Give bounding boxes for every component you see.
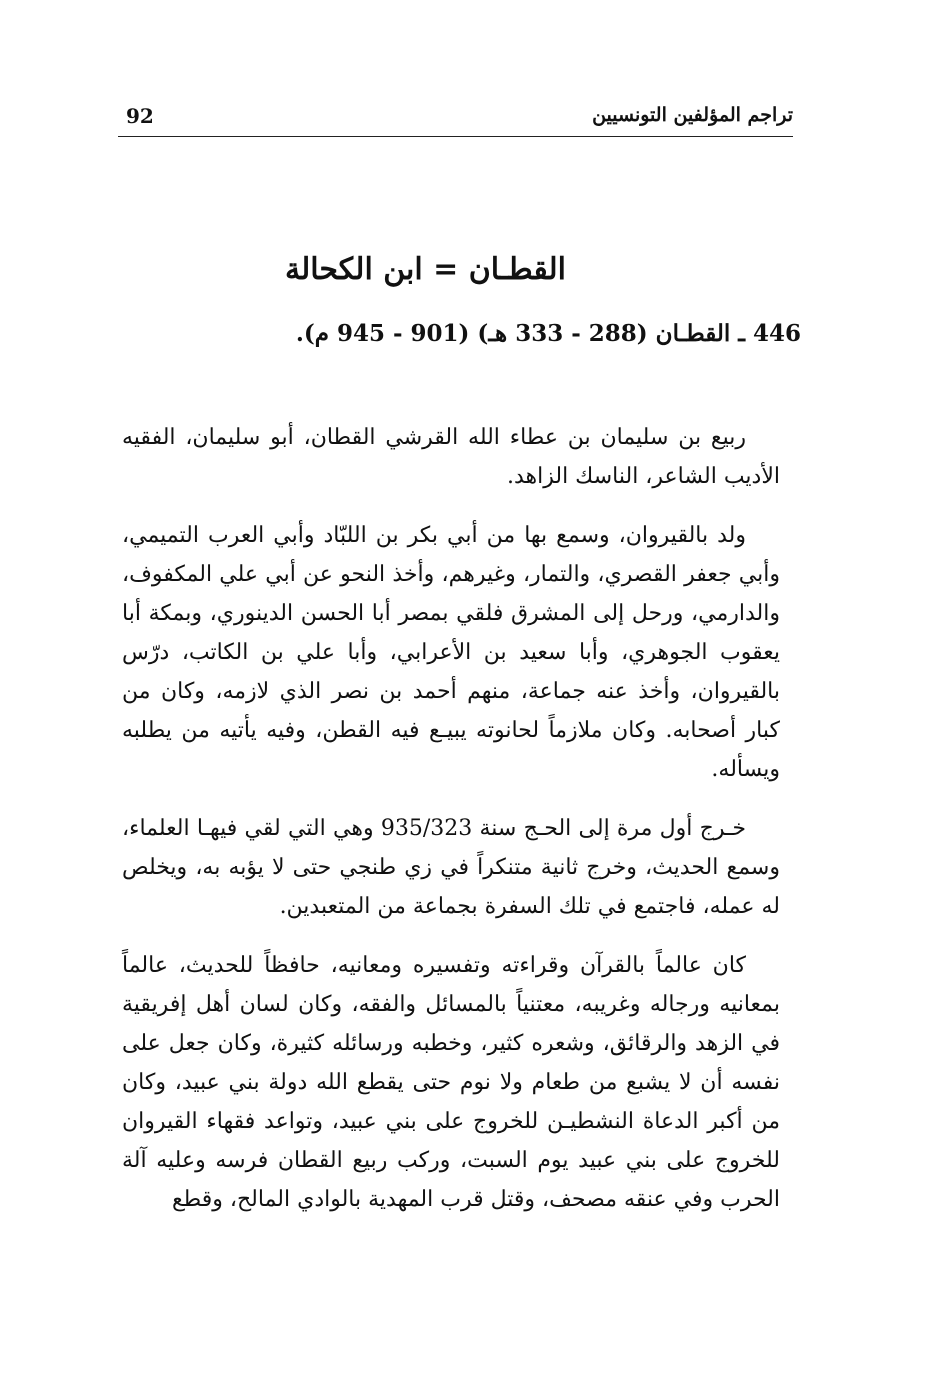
running-title: تراجم المؤلفين التونسيين [592,104,793,126]
running-header [118,100,793,137]
paragraph: ربيع بن سليمان بن عطاء الله القرشي القطان، أبو سليمان، الفقيه الأديب الشاعر، الناسك الزاهد. [122,425,780,489]
paragraph: ولد بالقيروان، وسمع بها من أبي بكر بن اللبّاد وأبي العرب التميمي، وأبي جعفر القصري، والتمار، وغيرهم، وأخذ النحو عن أبي علي المكفوف، والدارمي، ورحل إلى المشرق فلقي بمصر أبا الحسن الدينوري، وبمكة أبا يعقوب الجوهري، وأبا سعيد بن الأعرابي، وأبا علي بن الكاتب، درّس بالقيروان، وأخذ عنه جماعة، منهم أحمد بن نصر الذي لازمه، وكان من كبار أصحابه. وكان ملازماً لحانوته يبيـع فيه القطن، وفيه يأتيه من يطلبه ويسأله. [122,523,780,782]
paragraph: كان عالماً بالقرآن وقراءته وتفسيره ومعانيه، حافظاً للحديث، عالماً بمعانيه ورجاله وغريبه، معتنياً بالمسائل والفقه، وكان لسان أهل إفريقية في الزهد والرقائق، وشعره كثير، وخطبه ورسائله كثيرة، وكان جعل على نفسه أن لا يشبع من طعام ولا نوم حتى يقطع الله دولة بني عبيد، وكان من أكبر الدعاة النشطيـن للخروج على بني عبيد، وتواعد فقهاء القيروان للخروج على بني عبيد يوم السبت، وركب ربيع القطان فرسه وعليه آلة الحرب وفي عنقه مصحف، وقتل قرب المهدية بالوادي المالح، وقطع [122,953,780,1212]
body-text [122,418,780,1239]
section-heading: القطـان = ابن الكحالة [285,252,566,287]
entry-heading: 446 ـ القطـان (288 - 333 هـ) (901 - 945 م). [295,320,801,347]
paragraph: خـرج أول مرة إلى الحـج سنة 935/323 وهي التي لقي فيهـا العلماء، وسمع الحديث، وخرج ثانية متنكراً في زي طنجي حتى لا يؤبه به، ويخلص له عمله، فاجتمع في تلك السفرة بجماعة من المتعبدين. [122,816,780,919]
page-number: 92 [126,104,154,128]
